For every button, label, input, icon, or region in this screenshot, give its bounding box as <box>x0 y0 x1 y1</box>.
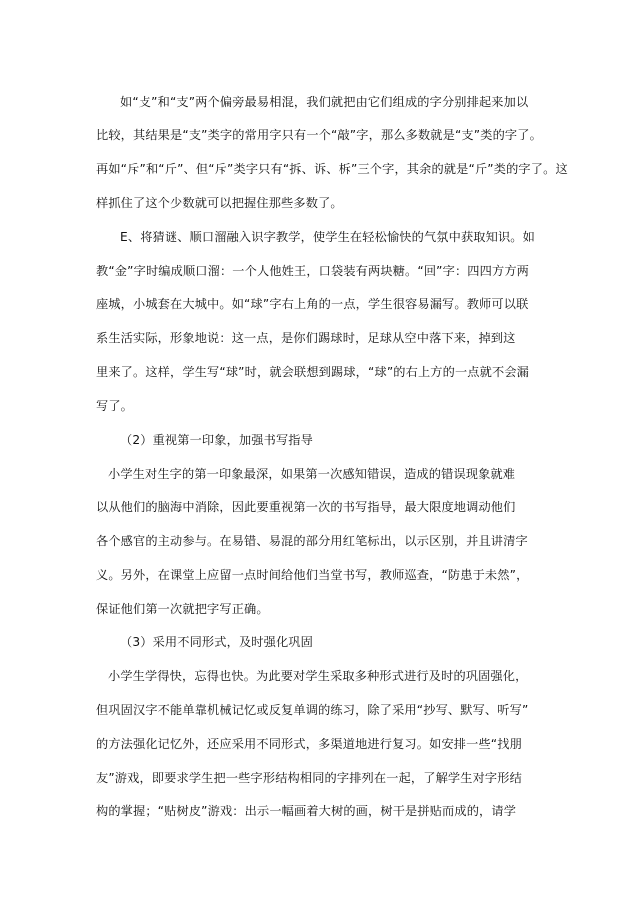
paragraph-line: 写了。 <box>96 399 134 413</box>
paragraph-line: 教“金”字时编成顺口溜：一个人他姓王，口袋装有两块糖。“回”字：四四方方两 <box>96 264 529 278</box>
paragraph-line: 座城，小城套在大城中。如“球”字右上角的一点，学生很容易漏写。教师可以联 <box>96 297 529 311</box>
paragraph-line: 但巩固汉字不能单靠机械记忆或反复单调的练习，除了采用“抄写、默写、听写” <box>96 703 529 717</box>
paragraph-line: 样抓住了这个少数就可以把握住那些多数了。 <box>96 196 343 210</box>
paragraph-line: 小学生学得快，忘得也快。为此要对学生采取多种形式进行及时的巩固强化， <box>108 669 528 683</box>
paragraph-line: 的方法强化记忆外，还应采用不同形式，多渠道地进行复习。如安排一些“找朋 <box>96 737 522 751</box>
paragraph-line: 友”游戏，即要求学生把一些字形结构相同的字排列在一起，了解学生对字形结 <box>96 771 522 785</box>
paragraph-line: 如“攴”和“支”两个偏旁最易相混，我们就把由它们组成的字分别排起来加以 <box>120 95 529 109</box>
paragraph-line: 保证他们第一次就把字写正确。 <box>96 602 269 616</box>
paragraph-line: 以从他们的脑海中消除，因此要重视第一次的书写指导，最大限度地调动他们 <box>96 500 516 514</box>
paragraph-line: 比较，其结果是“支”类字的常用字只有一个“敲”字，那么多数就是“支”类的字了。 <box>96 128 542 142</box>
paragraph-line: 再如“斥”和“斤”、但“斥”类字只有“拆、诉、柝”三个字，其余的就是“斤”类的字了。这 <box>96 162 568 176</box>
paragraph-line: E、将猜谜、顺口溜融入识字教学，使学生在轻松愉快的气氛中获取知识。如 <box>120 230 535 244</box>
paragraph-line: 里来了。这样，学生写“球”时，就会联想到踢球，“球”的右上方的一点就不会漏 <box>96 365 529 379</box>
paragraph-line: 各个感官的主动参与。在易错、易混的部分用红笔标出，以示区别，并且讲清字 <box>96 534 528 548</box>
section-heading: （2）重视第一印象，加强书写指导 <box>120 433 313 447</box>
paragraph-line: 小学生对生字的第一印象最深，如果第一次感知错误，造成的错误现象就难 <box>108 467 516 481</box>
paragraph-line: 系生活实际，形象地说：这一点，是你们踢球时，足球从空中落下来，掉到这 <box>96 331 516 345</box>
paragraph-line: 构的掌握；“贴树皮”游戏：出示一幅画着大树的画，树干是拼贴而成的，请学 <box>96 804 517 818</box>
paragraph-line: 义。另外，在课堂上应留一点时间给他们当堂书写，教师巡查，“防患于未然”， <box>96 568 529 582</box>
section-heading: （3）采用不同形式，及时强化巩固 <box>120 635 313 649</box>
